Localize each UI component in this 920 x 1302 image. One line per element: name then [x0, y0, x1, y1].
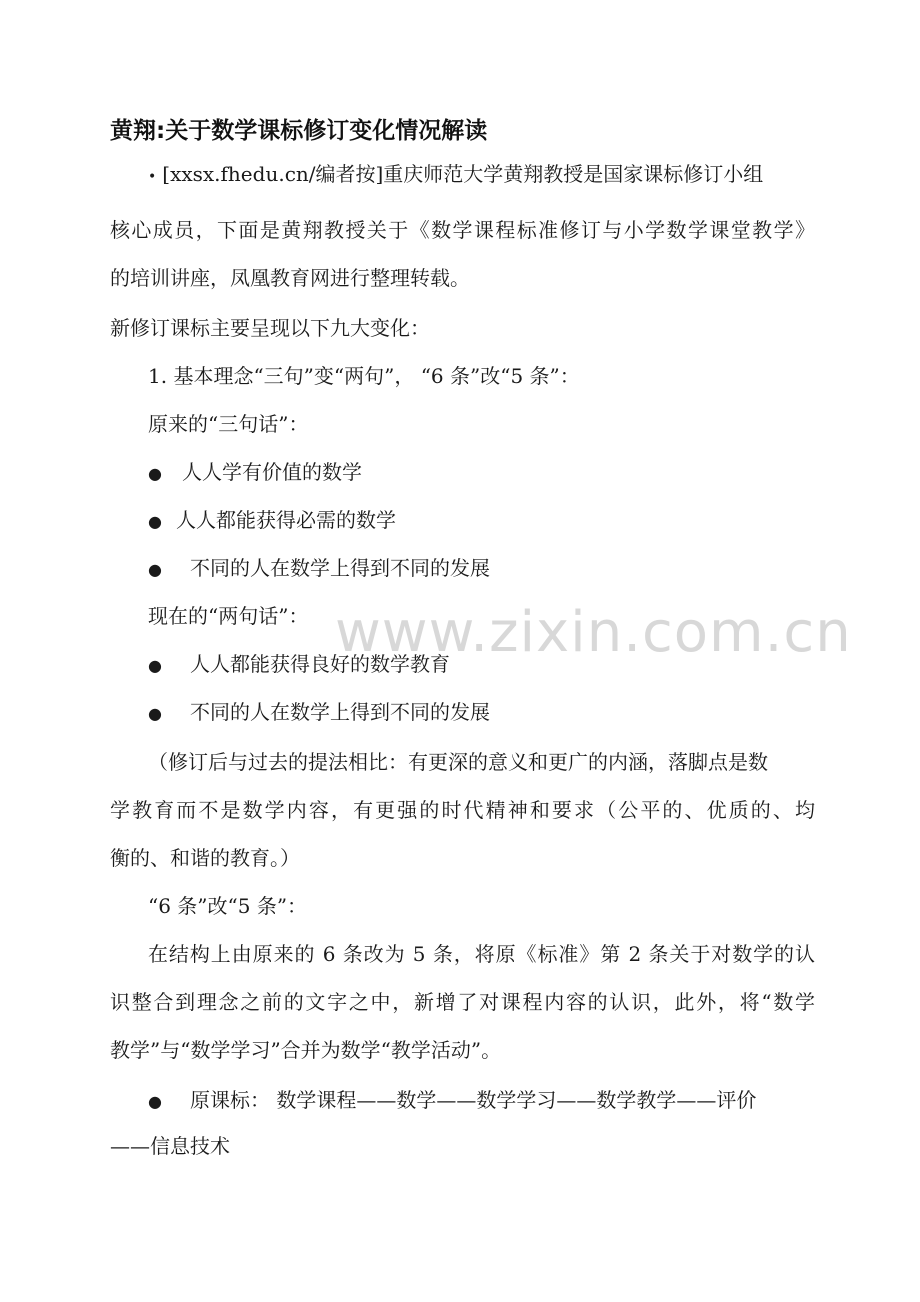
list-item: ● 不同的人在数学上得到不同的发展: [148, 544, 853, 594]
note-line-1: （修订后与过去的提法相比：有更深的意义和更广的内涵，落脚点是数: [148, 750, 768, 774]
page-title: 黄翔:关于数学课标修订变化情况解读: [110, 118, 488, 144]
intro-line-2: 核心成员，下面是黄翔教授关于《数学课程标准修订与小学数学课堂教学》: [110, 218, 815, 242]
list-item: ● 人人都能获得良好的数学教育: [148, 640, 853, 690]
structure-line-2: 识整合到理念之前的文字之中，新增了对课程内容的认识，此外，将“数学: [110, 990, 815, 1014]
note-line-2: 学教育而不是数学内容，有更强的时代精神和要求（公平的、优质的、均: [110, 798, 815, 822]
bullet-icon: ●: [148, 512, 162, 531]
bullet-icon: ●: [148, 464, 162, 483]
structure-line-3: 教学”与“数学学习”合并为数学“教学活动”。: [110, 1038, 502, 1062]
old-label: 原来的“三句话”：: [148, 412, 309, 436]
item-heading: 1. 基本理念“三句”变“两句”， “6 条”改“5 条”：: [148, 364, 580, 388]
original-line-2: ——信息技术: [110, 1134, 230, 1158]
list-item: ● 人人都能获得必需的数学: [148, 496, 853, 546]
summary-text: 新修订课标主要呈现以下九大变化：: [110, 316, 430, 340]
bullet-icon: ●: [148, 560, 162, 579]
note-line-3: 衡的、和谐的教育。）: [110, 846, 300, 870]
list-item: ● 原课标： 数学课程——数学——数学学习——数学教学——评价: [148, 1076, 815, 1126]
list-item: ● 人人学有价值的数学: [148, 448, 853, 498]
intro-line-3: 的培训讲座，凤凰教育网进行整理转载。: [110, 266, 470, 290]
sub-heading: “6 条”改“5 条”：: [148, 894, 308, 918]
bullet-icon: ●: [148, 1092, 162, 1111]
list-item: ● 不同的人在数学上得到不同的发展: [148, 688, 853, 738]
bullet-icon: ●: [148, 704, 162, 723]
structure-line-1: 在结构上由原来的 6 条改为 5 条，将原《标准》第 2 条关于对数学的认: [148, 942, 815, 966]
new-label: 现在的“两句话”：: [148, 604, 309, 628]
watermark: www.zixin.com.cn: [335, 600, 852, 665]
intro-line-1: • [xxsx.fhedu.cn/编者按]重庆师范大学黄翔教授是国家课标修订小组: [148, 162, 764, 186]
bullet-icon: •: [148, 169, 157, 185]
bullet-icon: ●: [148, 656, 162, 675]
